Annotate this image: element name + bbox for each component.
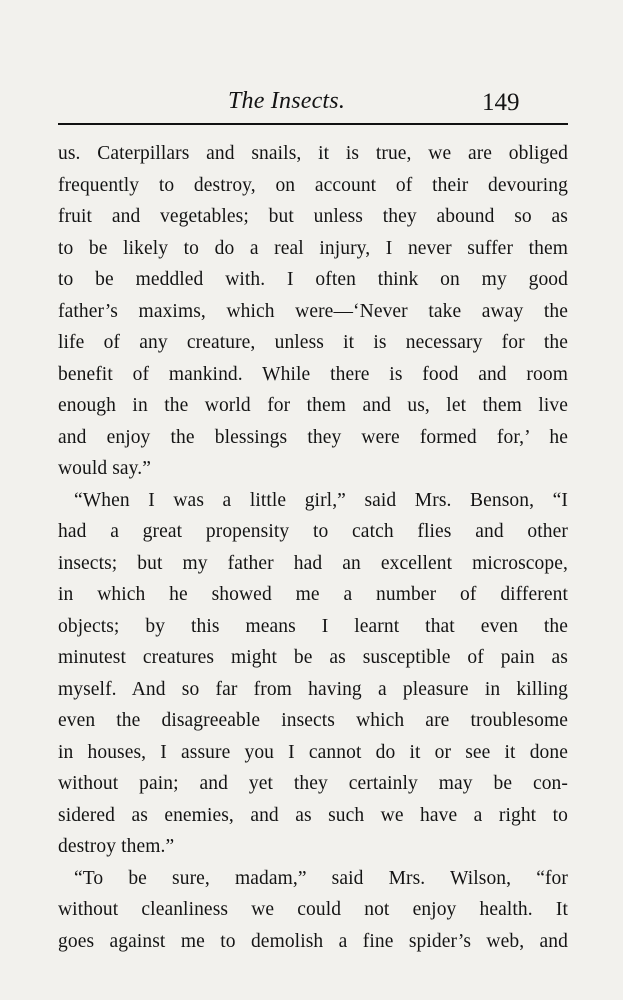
text-line: objects; by this means I learnt that even the xyxy=(58,615,568,637)
text-line: frequently to destroy, on account of their devouring xyxy=(58,174,568,196)
running-head xyxy=(0,84,623,118)
text-line: even the disagreeable insects which are troublesome xyxy=(58,710,568,731)
text-line: sidered as enemies, and as such we have a right to xyxy=(58,804,568,826)
text-line: enough in the world for them and us, let them live xyxy=(58,395,568,416)
body-text xyxy=(58,138,568,957)
text-line: us. Caterpillars and snails, it is true, we are obliged xyxy=(58,143,568,164)
text-line: in houses, I assure you I cannot do it or see it done xyxy=(58,741,568,763)
page-number: 149 xyxy=(482,89,520,116)
text-line: “To be sure, madam,” said Mrs. Wilson, “for xyxy=(74,867,568,889)
text-line: myself. And so far from having a pleasure in killing xyxy=(58,678,568,700)
text-line: in which he showed me a number of different xyxy=(58,584,568,605)
text-line: destroy them.” xyxy=(58,836,175,857)
text-line: had a great propensity to catch flies and other xyxy=(58,521,568,542)
text-line: to be meddled with. I often think on my good xyxy=(58,269,568,290)
text-line: and enjoy the blessings they were formed for,’ he xyxy=(58,426,568,448)
text-line: life of any creature, unless it is necessary for the xyxy=(58,332,568,353)
text-line: minutest creatures might be as susceptible of pain as xyxy=(58,647,568,668)
text-line: “When I was a little girl,” said Mrs. Benson, “I xyxy=(74,489,568,511)
text-line: without cleanliness we could not enjoy health. It xyxy=(58,899,568,920)
text-line: would say.” xyxy=(58,458,151,479)
text-line: fruit and vegetables; but unless they abound so as xyxy=(58,206,568,227)
text-line: to be likely to do a real injury, I never suffer them xyxy=(58,237,568,259)
text-line: benefit of mankind. While there is food and room xyxy=(58,363,568,385)
header-rule xyxy=(58,123,568,125)
running-title: The Insects. xyxy=(228,88,346,114)
text-line: without pain; and yet they certainly may be con- xyxy=(58,773,568,794)
text-line: father’s maxims, which were—‘Never take away the xyxy=(58,300,568,322)
text-line: insects; but my father had an excellent microscope, xyxy=(58,552,568,574)
text-line: goes against me to demolish a fine spider’s web, and xyxy=(58,930,568,952)
